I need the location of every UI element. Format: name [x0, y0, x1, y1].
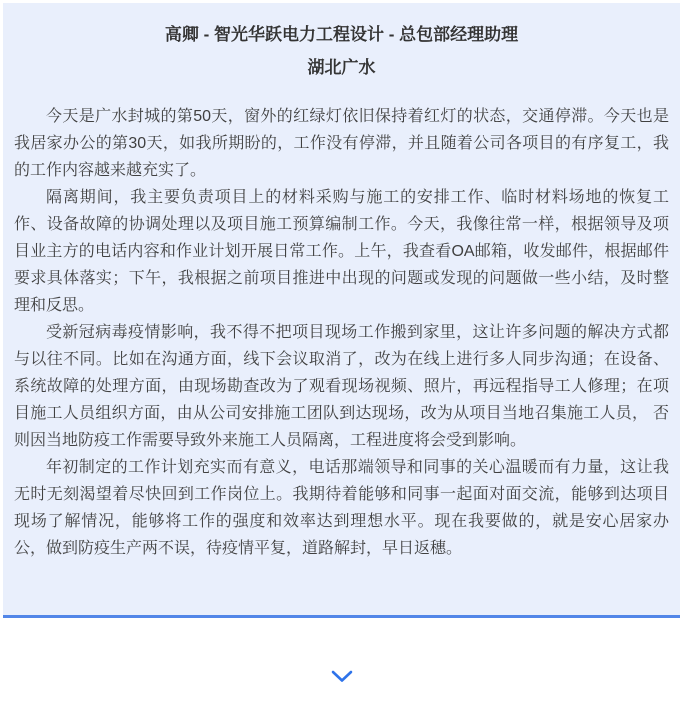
article-card [3, 3, 680, 618]
chevron-down-icon [331, 670, 353, 683]
page-subtitle: 湖北广水 [307, 58, 376, 77]
article-paragraph: 受新冠病毒疫情影响，我不得不把项目现场工作搬到家里，这让许多问题的解决方式都与以往不同。比如在沟通方面，线下会议取消了，改为在线上进行多人同步沟通；在设备、系统故障的处理方面，由现场勘查改为了观看现场视频、照片，再远程指导工人修理；在项目施工人员组织方面，由从公司安排施工团队到达现场，改为从项目当地召集施工人员， 否则因当地防疫工作需要导致外来施工人员隔离，工程进度将会受到影响。 [14, 324, 669, 449]
footer [0, 618, 683, 713]
page-title: 高卿 - 智光华跃电力工程设计 - 总包部经理助理 [164, 25, 519, 44]
article-body [12, 103, 671, 562]
article-paragraph: 年初制定的工作计划充实而有意义，电话那端领导和同事的关心温暖而有力量，这让我无时无刻渴望着尽快回到工作岗位上。我期待着能够和同事一起面对面交流，能够到达项目现场了解情况，能够将工作的强度和效率达到理想水平。现在我要做的，就是安心居家办公，做到防疫生产两不误，待疫情平复，道路解封，早日返穗。 [14, 459, 669, 557]
article-paragraph: 隔离期间，我主要负责项目上的材料采购与施工的安排工作、临时材料场地的恢复工作、设备故障的协调处理以及项目施工预算编制工作。今天，我像往常一样，根据领导及项目业主方的电话内容和作业计划开展日常工作。上午，我查看OA邮箱，收发邮件，根据邮件要求具体落实；下午，我根据之前项目推进中出现的问题或发现的问题做一些小结，及时整理和反思。 [14, 189, 669, 314]
expand-button[interactable] [331, 670, 353, 683]
article-paragraph: 今天是广水封城的第50天，窗外的红绿灯依旧保持着红灯的状态，交通停滞。今天也是我居家办公的第30天，如我所期盼的，工作没有停滞，并且随着公司各项目的有序复工，我的工作内容越来越充实了。 [14, 108, 669, 179]
